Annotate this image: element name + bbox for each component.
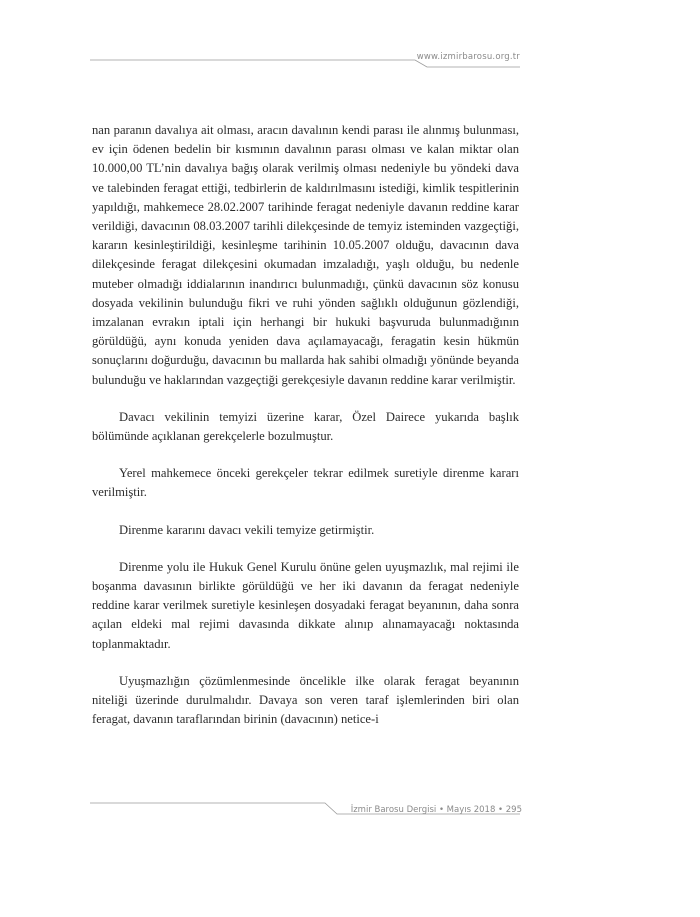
paragraph: Davacı vekilinin temyizi üzerine karar, Özel Dairece yukarıda başlık bölümünde açıklanan gerekçelerle bozulmuştur. (92, 409, 519, 444)
footer-journal-info: İzmir Barosu Dergisi • Mayıs 2018 • 295 (350, 805, 522, 815)
paragraph: Direnme yolu ile Hukuk Genel Kurulu önüne gelen uyuşmazlık, mal rejimi ile boşanma davasının birlikte görüldüğü ve her iki davanın da feragat nedeniyle reddine karar verilmek suretiyle kesinleşen dosyadaki feragat beyanının, daha sonra açılan eldeki mal rejimi davasında dikkate alınıp alınamayacağı noktasında toplanmaktadır. (92, 559, 519, 651)
paragraph: Direnme kararını davacı vekili temyize getirmiştir. (119, 522, 375, 537)
paragraph: Yerel mahkemece önceki gerekçeler tekrar edilmek suretiyle direnme kararı verilmiştir. (92, 466, 519, 500)
header-url: www.izmirbarosu.org.tr (416, 52, 520, 62)
header-rule (90, 58, 520, 68)
paragraph: Uyuşmazlığın çözümlenmesinde öncelikle ilke olarak feragat beyanının niteliği üzerinde durulmalıdır. Davaya son veren taraf işlemlerinden biri olan feragat, davanın taraflarından birinin (davacının) netice-i (92, 673, 519, 727)
page-body (92, 121, 519, 747)
paragraph: nan paranın davalıya ait olması, aracın davalının kendi parası ile alınmış bulunması, ev için ödenen bedelin bir kısmının davalının parası olması ve kalan miktar olan 10.000,00 TL’nin davalıya bağış olarak verilmiş olması nedeniyle bu yöndeki dava ve talebinden feragat ettiği, tedbirlerin de kaldırılmasını istediği, kimlik tespitlerinin yapıldığı, mahkemece 28.02.2007 tarihinde feragat nedeniyle davanın reddine karar verildiği, davacının 08.03.2007 tarihli dilekçesinde de temyiz isteminden vazgeçtiği, kararın kesinleştirildiği, kesinleşme tarihinin 10.05.2007 olduğu, davacının dava dilekçesinde feragat dilekçesini okumadan imzaladığı, yaşlı olduğu, bu nedenle muteber olmadığı iddialarının inandırıcı bulunmadığı, çünkü davacının söz konusu dosyada vekilinin bulunduğu fikri ve ruhi yönden sağlıklı olduğunun gözlendiği, imzalanan evrakın iptali için herhangi bir hukuki başvuruda bulunmadığının görüldüğü, aynı konuda yeniden dava açılamayacağı, feragatin kesin hükmün sonuçlarını doğurduğu, davacının bu mallarda hak sahibi olmadığı yönünde beyanda bulunduğu ve haklarından vazgeçtiği gerekçesiyle davanın reddine karar verilmiştir. (92, 123, 519, 387)
